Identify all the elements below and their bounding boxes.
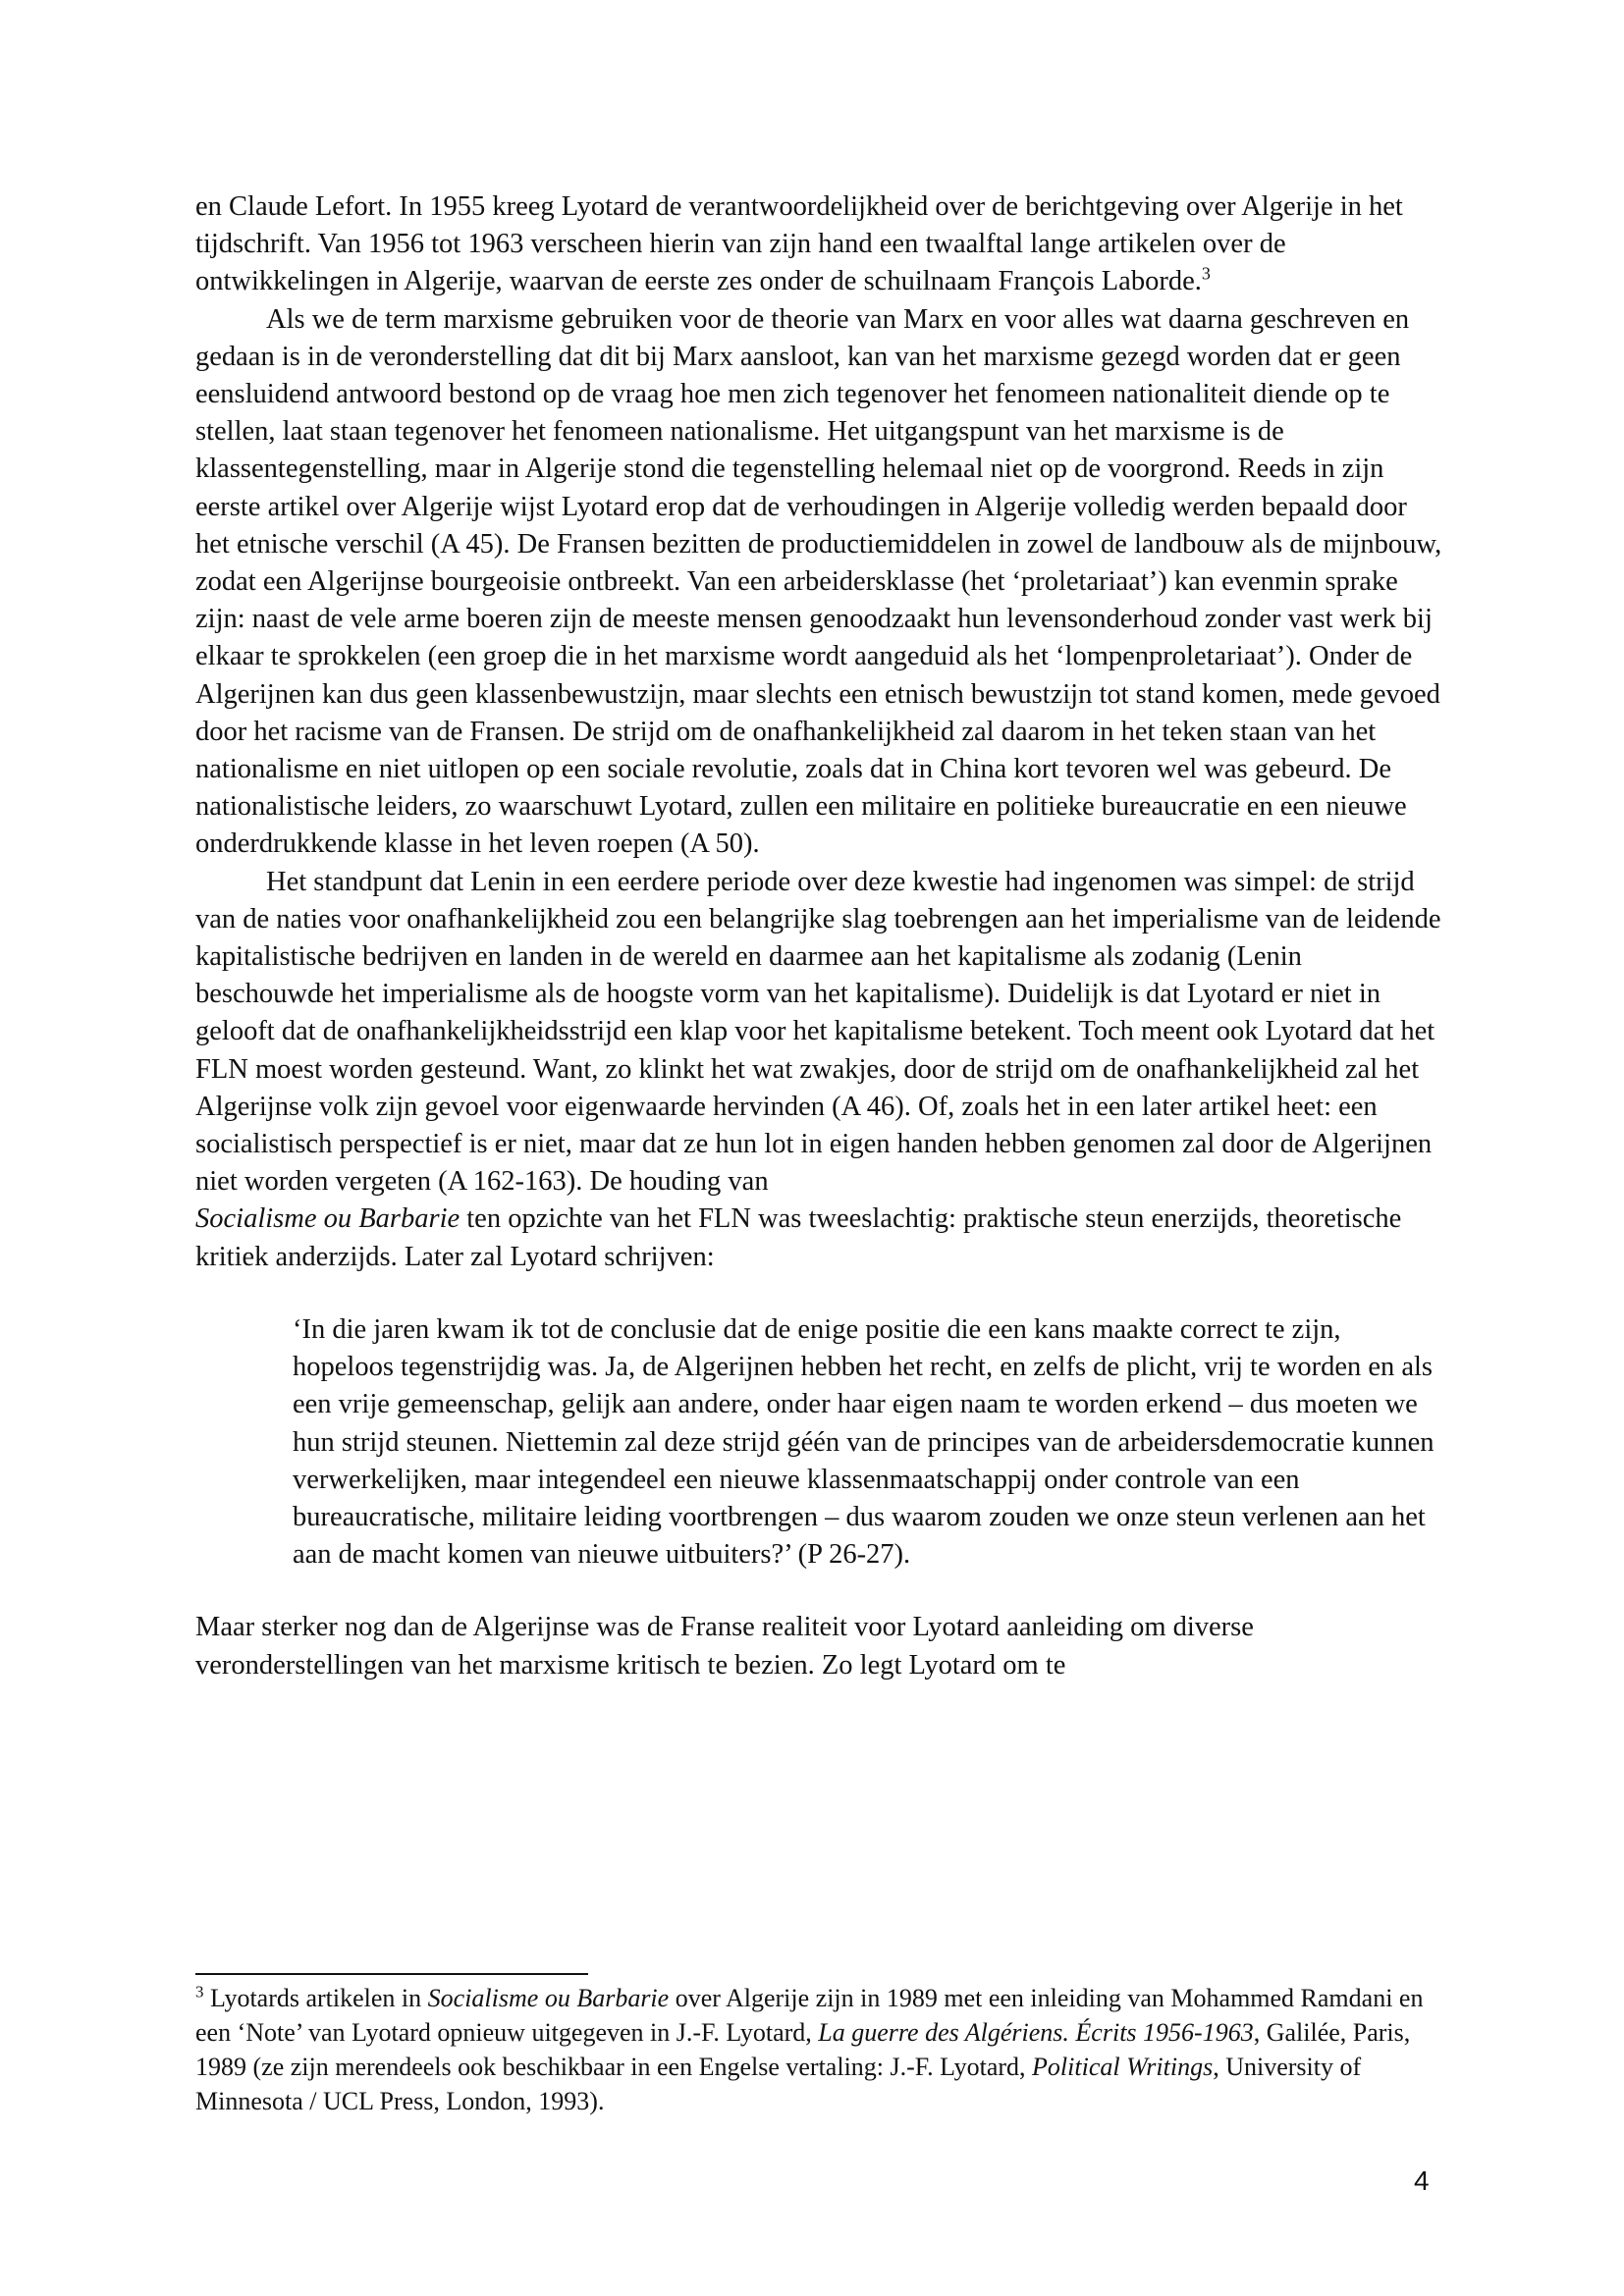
paragraph-3-end: ten opzichte van het FLN was tweeslachtig: praktische steun enerzijds, theoretische kritiek anderzijds. Later zal Lyotard schrijven: bbox=[195, 1203, 1402, 1272]
paragraph-3-text: Het standpunt dat Lenin in een eerdere periode over deze kwestie had ingenomen was simpel: de strijd van de naties voor onafhankelijkheid zou een belangrijke slag toebrengen aan het imperialisme van de leidende kapitalistische bedrijven en landen in de wereld en daarmee aan het kapitalisme als zodanig (Lenin beschouwde het imperialisme als de hoogste vorm van het kapitalisme). Duidelijk is dat Lyotard er niet in gelooft dat de onafhankelijkheidsstrijd een klap voor het kapitalisme betekent. Toch meent ook Lyotard dat het FLN moest worden gesteund. Want, zo klinkt het wat zwakjes, door de strijd om de onafhankelijkheid zal het Algerijnse volk zijn gevoel voor eigenwaarde hervinden (A 46). Of, zoals het in een later artikel heet: een socialistisch perspectief is er niet, maar dat ze hun lot in eigen handen hebben genomen zal door de Algerijnen niet worden vergeten (A 162-163). De houding van bbox=[195, 866, 1441, 1198]
footnote-text-3: , Galilée, Paris, 1989 (ze zijn merendeels ook beschikbaar in een Engelse vertaling: J.-F. Lyotard, bbox=[195, 2018, 1411, 2081]
footnote-separator bbox=[195, 1973, 588, 1975]
paragraph-4: Maar sterker nog dan de Algerijnse was de Franse realiteit voor Lyotard aanleiding om diverse veronderstellingen van het marxisme kritisch te bezien. Zo legt Lyotard om te bbox=[195, 1612, 1254, 1681]
footnote-journal-title: Socialisme ou Barbarie bbox=[427, 1984, 670, 2012]
page-number: 4 bbox=[1414, 2165, 1430, 2196]
paragraph-2: Als we de term marxisme gebruiken voor de theorie van Marx en voor alles wat daarna geschreven en gedaan is in de veronderstelling dat dit bij Marx aansloot, kan van het marxisme gezegd worden dat er geen eensluidend antwoord bestond op de vraag hoe men zich tegenover het fenomeen nationaliteit diende op te stellen, laat staan tegenover het fenomeen nationalisme. Het uitgangspunt van het marxisme is de klassentegenstelling, maar in Algerije stond die tegenstelling helemaal niet op de voorgrond. Reeds in zijn eerste artikel over Algerije wijst Lyotard erop dat de verhoudingen in Algerije volledig werden bepaald door het etnische verschil (A 45). De Fransen bezitten de productiemiddelen in zowel de landbouw als de mijnbouw, zodat een Algerijnse bourgeoisie ontbreekt. Van een arbeidersklasse (het ‘proletariaat’) kan evenmin sprake zijn: naast de vele arme boeren zijn de meeste mensen genoodzaakt hun levensonderhoud zonder vast werk bij elkaar te sprokkelen (een groep die in het marxisme wordt aangeduid als het ‘lompenproletariaat’). Onder de Algerijnen kan dus geen klassenbewustzijn, maar slechts een etnisch bewustzijn tot stand komen, mede gevoed door het racisme van de Fransen. De strijd om de onafhankelijkheid zal daarom in het teken staan van het nationalisme en niet uitlopen op een sociale revolutie, zoals dat in China kort tevoren wel was gebeurd. De nationalistische leiders, zo waarschuwt Lyotard, zullen een militaire en politieke bureaucratie en een nieuwe onderdrukkende klasse in het leven roepen (A 50). bbox=[195, 303, 1442, 860]
footnote-text-4: , University of Minnesota / UCL Press, London, 1993). bbox=[195, 2053, 1362, 2115]
footnote-mark: 3 bbox=[195, 1982, 204, 2002]
document-body bbox=[195, 188, 1442, 1684]
paragraph-3 bbox=[195, 864, 1442, 1276]
paragraph-1 bbox=[195, 188, 1442, 301]
footnote-book-title: La guerre des Algériens. Écrits 1956-1963 bbox=[818, 2018, 1254, 2047]
footnote bbox=[195, 1981, 1442, 2118]
footnote-text-1: Lyotards artikelen in bbox=[203, 1984, 428, 2012]
block-quote: ‘In die jaren kwam ik tot de conclusie dat de enige positie die een kans maakte correct te zijn, hopeloos tegenstrijdig was. Ja, de Algerijnen hebben het recht, en zelfs de plicht, vrij te worden en als een vrije gemeenschap, gelijk aan andere, onder haar eigen naam te worden erkend – dus moeten we hun strijd steunen. Niettemin zal deze strijd géén van de principes van de arbeidersdemocratie kunnen verwerkelijken, maar integendeel een nieuwe klassenmaatschappij onder controle van een bureaucratische, militaire leiding voortbrengen – dus waarom zouden we onze steun verlenen aan het aan de macht komen van nieuwe uitbuiters?’ (P 26-27). bbox=[293, 1313, 1435, 1571]
footnote-translation-title: Political Writings bbox=[1032, 2053, 1214, 2081]
footnote-reference[interactable]: 3 bbox=[1201, 263, 1211, 284]
journal-title: Socialisme ou Barbarie bbox=[195, 1203, 460, 1235]
footnote-text-2: over Algerije zijn in 1989 met een inleiding van Mohammed Ramdani en een ‘Note’ van Lyotard opnieuw uitgegeven in J.-F. Lyotard, bbox=[195, 1984, 1424, 2047]
paragraph-1-text: en Claude Lefort. In 1955 kreeg Lyotard de verantwoordelijkheid over de berichtgeving over Algerije in het tijdschrift. Van 1956 tot 1963 verscheen hierin van zijn hand een twaalftal lange artikelen over de ontwikkelingen in Algerije, waarvan de eerste zes onder de schuilnaam François Laborde. bbox=[195, 191, 1403, 297]
